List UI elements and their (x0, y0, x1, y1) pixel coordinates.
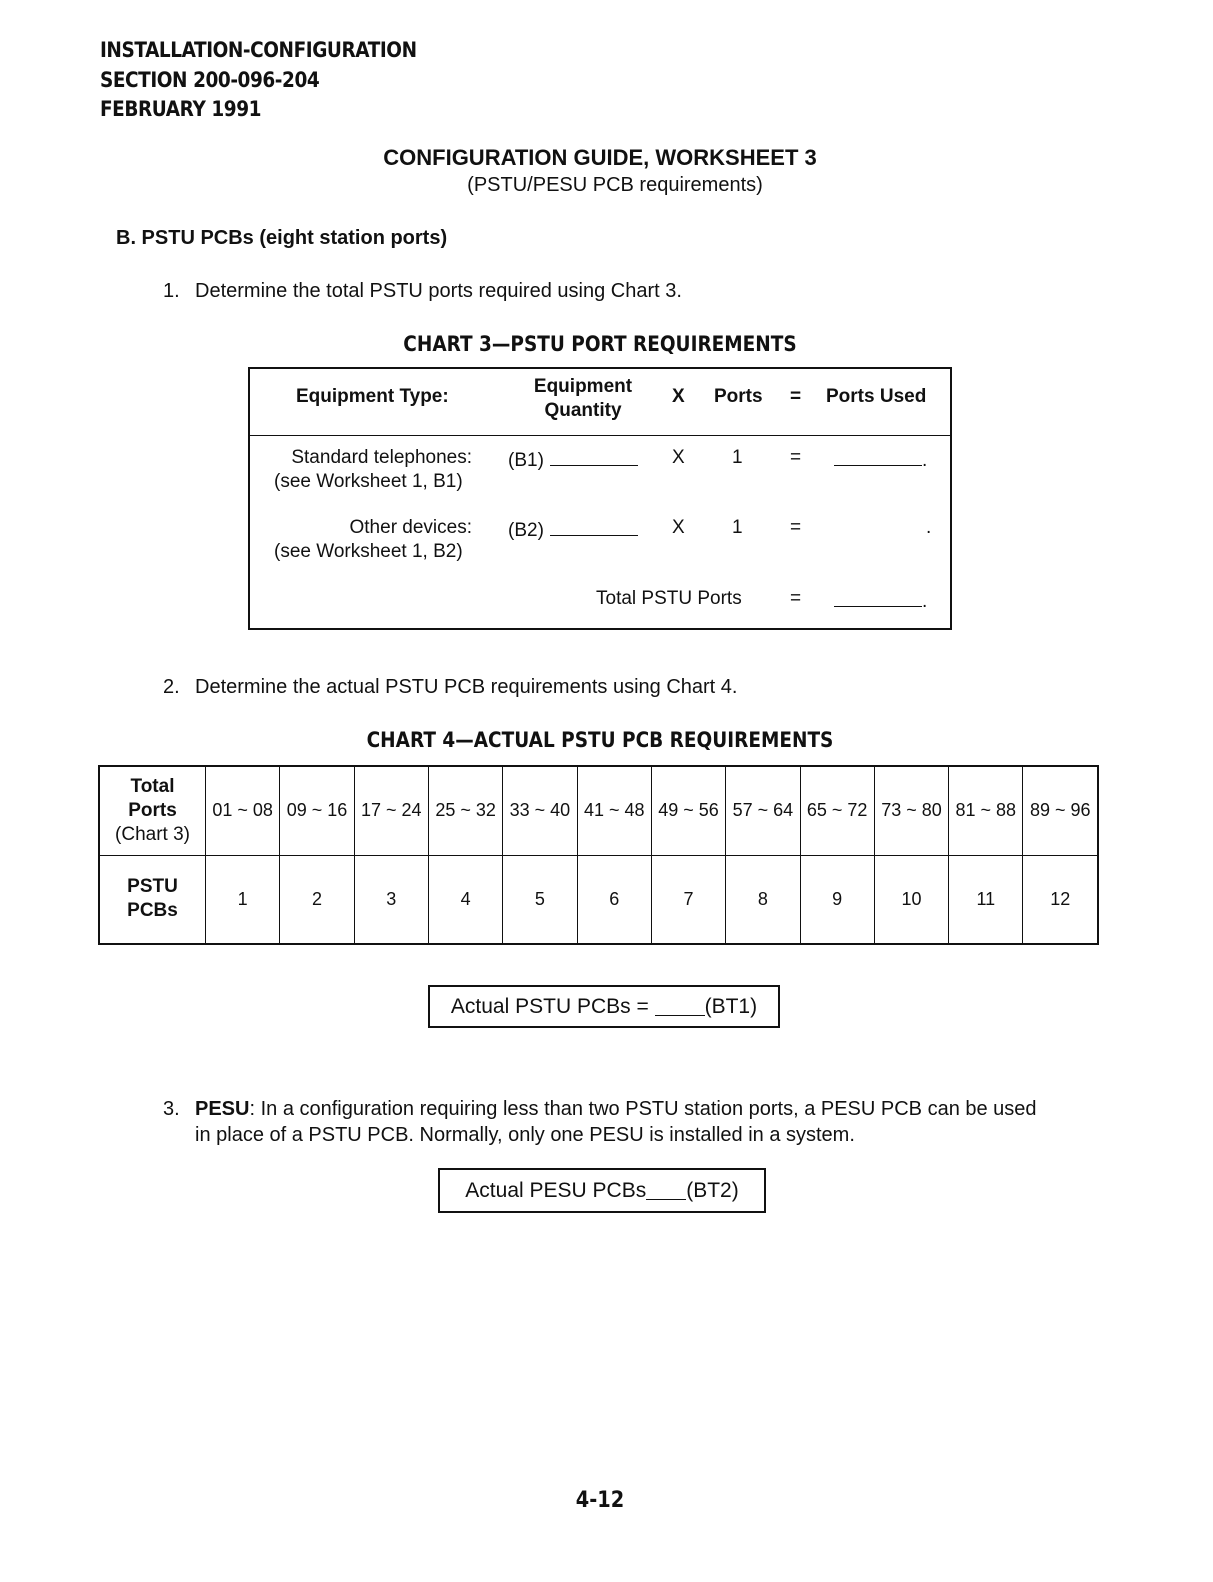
doc-header-title: INSTALLATION-CONFIGURATION (100, 38, 417, 62)
chart4-pcb-cell: 12 (1023, 855, 1098, 944)
chart3-row1-quantity-blank[interactable] (550, 447, 638, 466)
chart4-ports-header (99, 766, 206, 855)
bt1-code: (BT1) (704, 994, 758, 1018)
chart4-range-cell: 81 ~ 88 (949, 766, 1023, 855)
chart4-pcbs-row (99, 855, 1098, 944)
chart4-pcbs-header (99, 855, 206, 944)
chart3-row1-ports: 1 (732, 447, 743, 468)
chart4-pcbs-header-line2: PCBs (127, 900, 178, 922)
chart3-row1-code: (B1) (508, 450, 544, 471)
chart4-ports-row (99, 766, 1098, 855)
chart4-range-cell: 89 ~ 96 (1023, 766, 1098, 855)
chart4-ports-header-line2: Ports (128, 799, 177, 821)
chart4-pcbs-header-line1: PSTU (127, 876, 178, 898)
page-title: CONFIGURATION GUIDE, WORKSHEET 3 (383, 145, 817, 170)
chart3-table (248, 367, 952, 630)
chart3-row2-code: (B2) (508, 520, 544, 541)
chart4-pcb-cell: 1 (206, 855, 280, 944)
chart4-range-cell: 17 ~ 24 (354, 766, 428, 855)
chart4-pcb-cell: 10 (874, 855, 948, 944)
bt2-blank[interactable] (646, 1181, 686, 1200)
chart3-row1-ports-used-blank[interactable] (834, 447, 922, 466)
bt2-box (438, 1168, 766, 1213)
chart3-row2-dot: . (926, 517, 932, 538)
chart3-title: CHART 3—PSTU PORT REQUIREMENTS (403, 332, 797, 356)
chart3-total-blank[interactable] (834, 588, 922, 607)
chart3-header-divider (250, 435, 950, 436)
chart4-pcb-cell: 8 (726, 855, 800, 944)
chart4-pcb-cell: 11 (949, 855, 1023, 944)
bt1-box (428, 985, 780, 1028)
bt2-label: Actual PESU PCBs (465, 1178, 647, 1202)
chart3-row1-equals: = (790, 447, 802, 468)
chart3-row1-quantity-field[interactable] (508, 447, 638, 472)
chart3-total-field[interactable] (834, 588, 927, 613)
step-1-number: 1. (163, 280, 180, 302)
chart4-range-cell: 57 ~ 64 (726, 766, 800, 855)
chart3-header-quantity-line2: Quantity (544, 400, 622, 421)
chart4-pcb-cell: 3 (354, 855, 428, 944)
chart3-total-equals: = (790, 588, 802, 609)
chart4-pcb-cell: 4 (428, 855, 502, 944)
step-3-text-line1: : In a configuration requiring less than two PSTU station ports, a PESU PCB can be used (249, 1098, 1037, 1120)
chart3-row1-ports-used-field[interactable] (834, 447, 927, 472)
chart3-header-equals: = (790, 386, 802, 407)
step-3-label: PESU (195, 1098, 250, 1120)
chart4-pcb-cell: 5 (503, 855, 577, 944)
chart4-range-cell: 41 ~ 48 (577, 766, 651, 855)
doc-header-date: FEBRUARY 1991 (100, 97, 262, 121)
chart3-row1-dot: . (922, 450, 928, 471)
chart4-pcb-cell: 6 (577, 855, 651, 944)
chart3-header-ports: Ports (714, 386, 763, 407)
chart4-table (98, 765, 1099, 945)
bt1-blank[interactable] (655, 997, 705, 1016)
step-1-text: Determine the total PSTU ports required using Chart 3. (195, 280, 682, 302)
chart3-row2-ports: 1 (732, 517, 743, 538)
chart3-header-ports-used: Ports Used (826, 386, 927, 407)
step-2-number: 2. (163, 676, 180, 698)
chart4-range-cell: 49 ~ 56 (651, 766, 725, 855)
chart3-row2-ref: (see Worksheet 1, B2) (274, 541, 463, 562)
doc-header-section: SECTION 200-096-204 (100, 68, 320, 92)
chart3-row2-type: Other devices: (349, 517, 472, 538)
chart3-row2-quantity-blank[interactable] (550, 517, 638, 536)
page-subtitle: (PSTU/PESU PCB requirements) (467, 174, 763, 196)
chart4-pcb-cell: 9 (800, 855, 874, 944)
step-3-text-line2: in place of a PSTU PCB. Normally, only one PESU is installed in a system. (195, 1124, 855, 1146)
chart4-range-cell: 33 ~ 40 (503, 766, 577, 855)
step-2-text: Determine the actual PSTU PCB requirements using Chart 4. (195, 676, 738, 698)
chart4-range-cell: 73 ~ 80 (874, 766, 948, 855)
chart3-row1-x: X (672, 447, 685, 468)
chart4-range-cell: 25 ~ 32 (428, 766, 502, 855)
chart4-range-cell: 65 ~ 72 (800, 766, 874, 855)
step-1 (163, 280, 682, 303)
chart4-range-cell: 01 ~ 08 (206, 766, 280, 855)
chart4-ports-header-line1: Total (130, 775, 175, 797)
page-number: 4-12 (575, 1488, 625, 1513)
step-2 (163, 676, 737, 699)
section-heading: B. PSTU PCBs (eight station ports) (116, 227, 448, 249)
chart3-header-quantity-line1: Equipment (533, 376, 633, 397)
chart4-pcb-cell: 2 (280, 855, 354, 944)
chart3-header-x: X (672, 386, 685, 407)
chart4-ports-header-line3: (Chart 3) (115, 823, 190, 845)
bt2-code: (BT2) (686, 1178, 739, 1202)
chart3-row2-equals: = (790, 517, 802, 538)
bt1-label: Actual PSTU PCBs = (450, 994, 649, 1018)
chart3-header-equipment-quantity (518, 375, 648, 423)
chart3-row1-ref: (see Worksheet 1, B1) (274, 471, 463, 492)
chart3-row2-quantity-field[interactable] (508, 517, 638, 542)
chart3-total-label: Total PSTU Ports (596, 588, 742, 609)
chart3-row2-x: X (672, 517, 685, 538)
chart4-pcb-cell: 7 (651, 855, 725, 944)
chart3-total-dot: . (922, 591, 928, 612)
chart3-row1-type: Standard telephones: (291, 447, 472, 468)
chart4-title: CHART 4—ACTUAL PSTU PCB REQUIREMENTS (366, 728, 834, 752)
step-3 (163, 1098, 1037, 1121)
step-3-number: 3. (163, 1098, 180, 1120)
chart4-range-cell: 09 ~ 16 (280, 766, 354, 855)
chart3-header-equipment-type: Equipment Type: (296, 386, 449, 407)
